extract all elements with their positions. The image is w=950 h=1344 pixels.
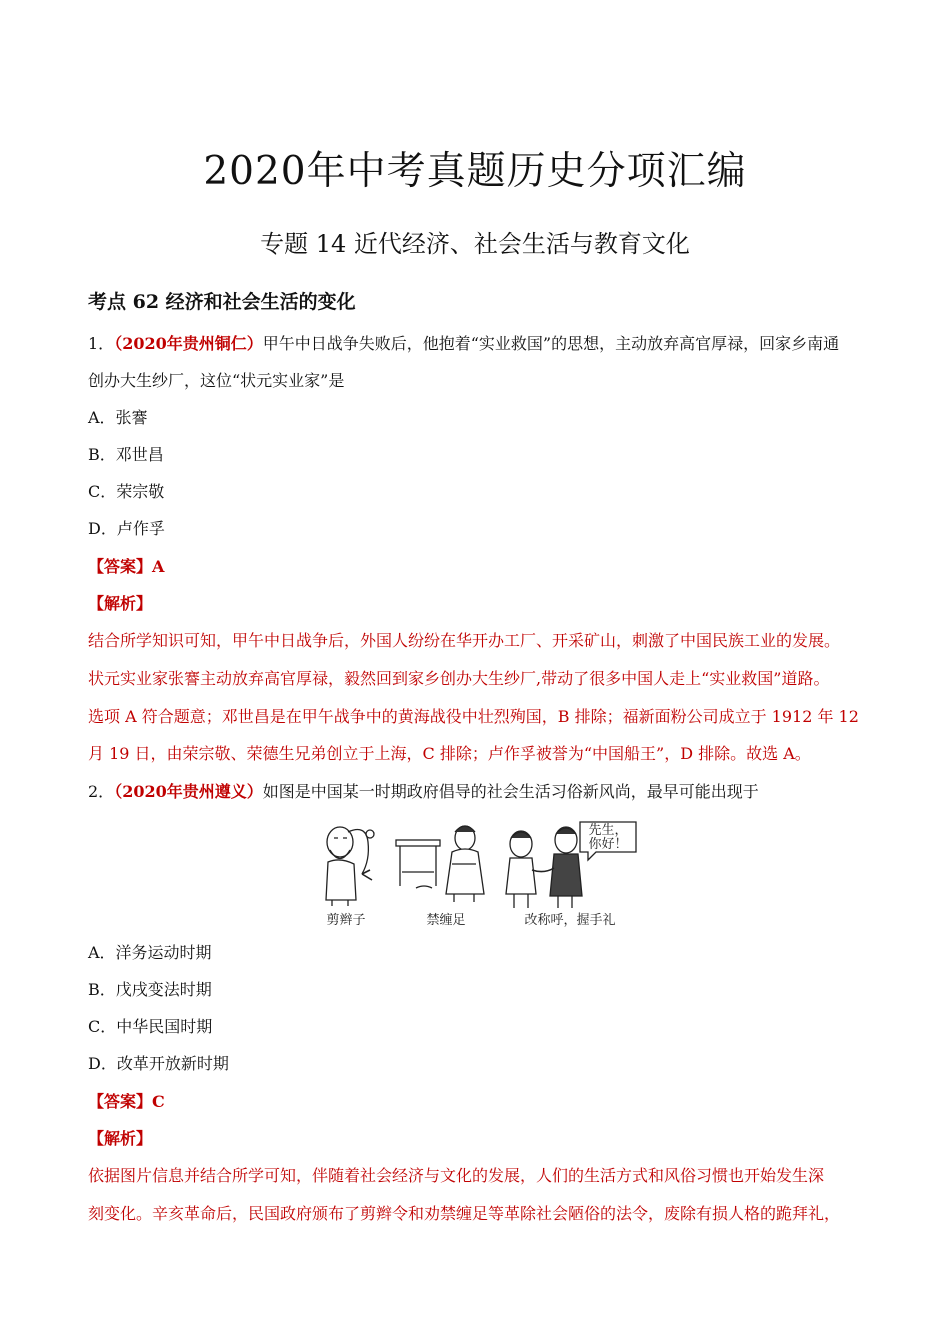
question-1-source: （2020年贵州铜仁） (114, 334, 263, 353)
question-1-analysis-line: 选项 A 符合题意；邓世昌是在甲午战争中的黄海战役中壮烈殉国，B 排除；福新面粉公司成立于 1912 年 12 (88, 707, 859, 726)
cutting-queue-figure (326, 827, 374, 906)
speech-bubble-line-2: 你好！ (588, 837, 628, 852)
document-subtitle: 专题 14 近代经济、社会生活与教育文化 (260, 230, 690, 258)
question-2-stem (88, 781, 759, 803)
foot-binding-ban-figure (396, 826, 484, 902)
question-2-analysis-label: 【解析】 (88, 1129, 153, 1148)
question-2-option-d: D．改革开放新时期 (88, 1054, 229, 1073)
question-1-analysis-line: 结合所学知识可知，甲午中日战争后，外国人纷纷在华开办工厂、开采矿山，刺激了中国民族工业的发展。 (88, 631, 841, 650)
question-1-text: 甲午中日战争失败后，他抱着“实业救国”的思想，主动放弃高官厚禄，回家乡南通 (262, 334, 840, 353)
question-1-option-c: C．荣宗敬 (88, 482, 165, 501)
question-2-answer: 【答案】C (88, 1092, 165, 1111)
question-1-analysis-line: 状元实业家张謇主动放弃高官厚禄，毅然回到家乡创办大生纱厂,带动了很多中国人走上“实业救国”道路。 (88, 669, 830, 688)
question-1-option-b: B．邓世昌 (88, 445, 164, 464)
question-1-option-d: D．卢作孚 (88, 519, 165, 538)
question-1-stem-cont: 创办大生纱厂，这位“状元实业家”是 (88, 371, 345, 390)
question-1-answer: 【答案】A (88, 557, 165, 576)
question-2-number: 2． (88, 782, 115, 801)
question-2-option-c: C．中华民国时期 (88, 1017, 213, 1036)
document-title: 2020年中考真题历史分项汇编 (203, 149, 747, 194)
caption-ban-foot-binding: 禁缠足 (426, 913, 466, 928)
question-2-text: 如图是中国某一时期政府倡导的社会生活习俗新风尚，最早可能出现于 (262, 782, 759, 801)
speech-bubble-line-1: 先生， (588, 823, 628, 838)
question-2-source: （2020年贵州遵义） (114, 782, 263, 801)
section-heading: 考点 62 经济和社会生活的变化 (88, 291, 356, 313)
question-2-option-a: A．洋务运动时期 (88, 943, 212, 962)
question-1-stem (88, 333, 839, 355)
question-2-option-b: B．戊戌变法时期 (88, 980, 212, 999)
question-2-analysis-line: 刻变化。辛亥革命后，民国政府颁布了剪辫令和劝禁缠足等革除社会陋俗的法令，废除有损人格的跪拜礼， (88, 1204, 841, 1223)
question-1-option-a: A．张謇 (88, 408, 148, 427)
question-1-analysis-line: 月 19 日，由荣宗敬、荣德生兄弟创立于上海，C 排除；卢作孚被誉为“中国船王”，D 排除。故选 A。 (88, 744, 811, 763)
customs-illustration (318, 812, 640, 930)
question-2-analysis-line: 依据图片信息并结合所学可知，伴随着社会经济与文化的发展，人们的生活方式和风俗习惯也开始发生深 (88, 1166, 825, 1185)
caption-handshake: 改称呼，握手礼 (524, 913, 616, 928)
question-1-number: 1． (88, 334, 115, 353)
caption-cut-queue: 剪辫子 (326, 913, 366, 928)
question-1-analysis-label: 【解析】 (88, 594, 153, 613)
